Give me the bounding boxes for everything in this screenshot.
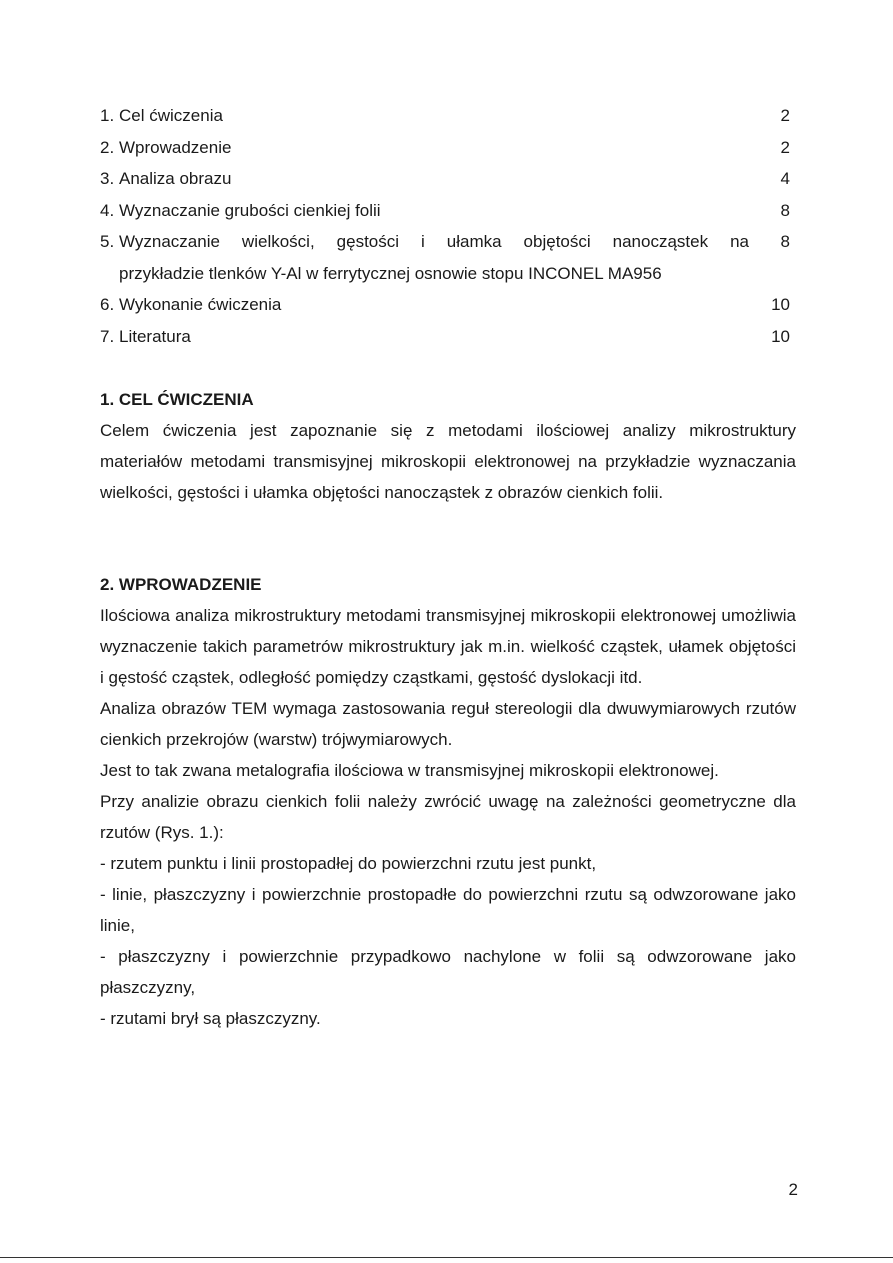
toc-item-number: 1. — [100, 106, 115, 125]
toc-item-label: Wyznaczanie grubości cienkiej folii — [119, 200, 381, 220]
list-item: - płaszczyzny i powierzchnie przypadkowo nachylone w folii są odwzorowane jako płaszczyzny, — [100, 947, 796, 997]
toc-item-page: 2 — [780, 137, 790, 157]
toc-item — [100, 226, 800, 289]
toc-item — [100, 321, 800, 353]
toc-item-label: Analiza obrazu — [119, 169, 232, 188]
table-of-contents — [100, 100, 800, 352]
toc-item-page: 10 — [771, 326, 790, 346]
paragraph: Jest to tak zwana metalografia ilościowa w transmisyjnej mikroskopii elektronowej. — [100, 761, 719, 780]
bottom-rule — [0, 1257, 893, 1258]
paragraph: Przy analizie obrazu cienkich folii należy zwrócić uwagę na zależności geometryczne dla rzutów (Rys. 1.): — [100, 792, 796, 842]
section-heading: 2. WPROWADZENIE — [100, 575, 262, 594]
toc-item-label: Wyznaczanie wielkości, gęstości i ułamka objętości nanocząstek na — [119, 232, 749, 251]
list-item: - rzutami brył są płaszczyzny. — [100, 1009, 321, 1028]
section-cel-cwiczenia — [100, 384, 796, 508]
toc-item-page: 8 — [780, 232, 790, 251]
toc-item-number: 5. — [100, 232, 115, 251]
toc-item-page: 8 — [780, 200, 790, 220]
toc-item-number: 2. — [100, 137, 115, 157]
toc-item-number: 6. — [100, 295, 115, 314]
toc-item — [100, 163, 800, 195]
paragraph: Ilościowa analiza mikrostruktury metodami transmisyjnej mikroskopii elektronowej umożliwia wyznaczenie takich parametrów mikrostruktury jak m.in. wielkość cząstek, ułamek objętości i gęstość cząstek, odległość pomiędzy cząstkami, gęstość dyslokacji itd. — [100, 606, 796, 687]
toc-item — [100, 100, 800, 132]
toc-item-label: Wykonanie ćwiczenia — [119, 295, 282, 314]
toc-item-label: Cel ćwiczenia — [119, 106, 223, 125]
toc-item-page: 4 — [780, 169, 790, 188]
section-heading: 1. CEL ĆWICZENIA — [100, 390, 254, 409]
toc-item-number: 3. — [100, 169, 115, 188]
toc-item — [100, 195, 800, 227]
list-item: - rzutem punktu i linii prostopadłej do powierzchni rzutu jest punkt, — [100, 854, 597, 873]
toc-item-label: Literatura — [119, 326, 191, 346]
section-wprowadzenie — [100, 569, 796, 1034]
toc-item-label-continuation: przykładzie tlenków Y-Al w ferrytycznej osnowie stopu INCONEL MA956 — [119, 263, 662, 283]
paragraph: Analiza obrazów TEM wymaga zastosowania reguł stereologii dla dwuwymiarowych rzutów cienkich przekrojów (warstw) trójwymiarowych. — [100, 699, 796, 749]
paragraph: Celem ćwiczenia jest zapoznanie się z metodami ilościowej analizy mikrostruktury materiałów metodami transmisyjnej mikroskopii elektronowej na przykładzie wyznaczania wielkości, gęstości i ułamka objętości nanocząstek z obrazów cienkich folii. — [100, 421, 796, 502]
page-number: 2 — [788, 1180, 798, 1199]
toc-item-page: 2 — [780, 106, 790, 125]
toc-item-page: 10 — [771, 295, 790, 314]
list-item: - linie, płaszczyzny i powierzchnie prostopadłe do powierzchni rzutu są odwzorowane jako linie, — [100, 885, 796, 935]
toc-item-label: Wprowadzenie — [119, 137, 232, 157]
toc-item-number: 4. — [100, 200, 115, 220]
toc-item-number: 7. — [100, 326, 115, 346]
toc-item — [100, 289, 800, 321]
toc-item — [100, 132, 800, 164]
